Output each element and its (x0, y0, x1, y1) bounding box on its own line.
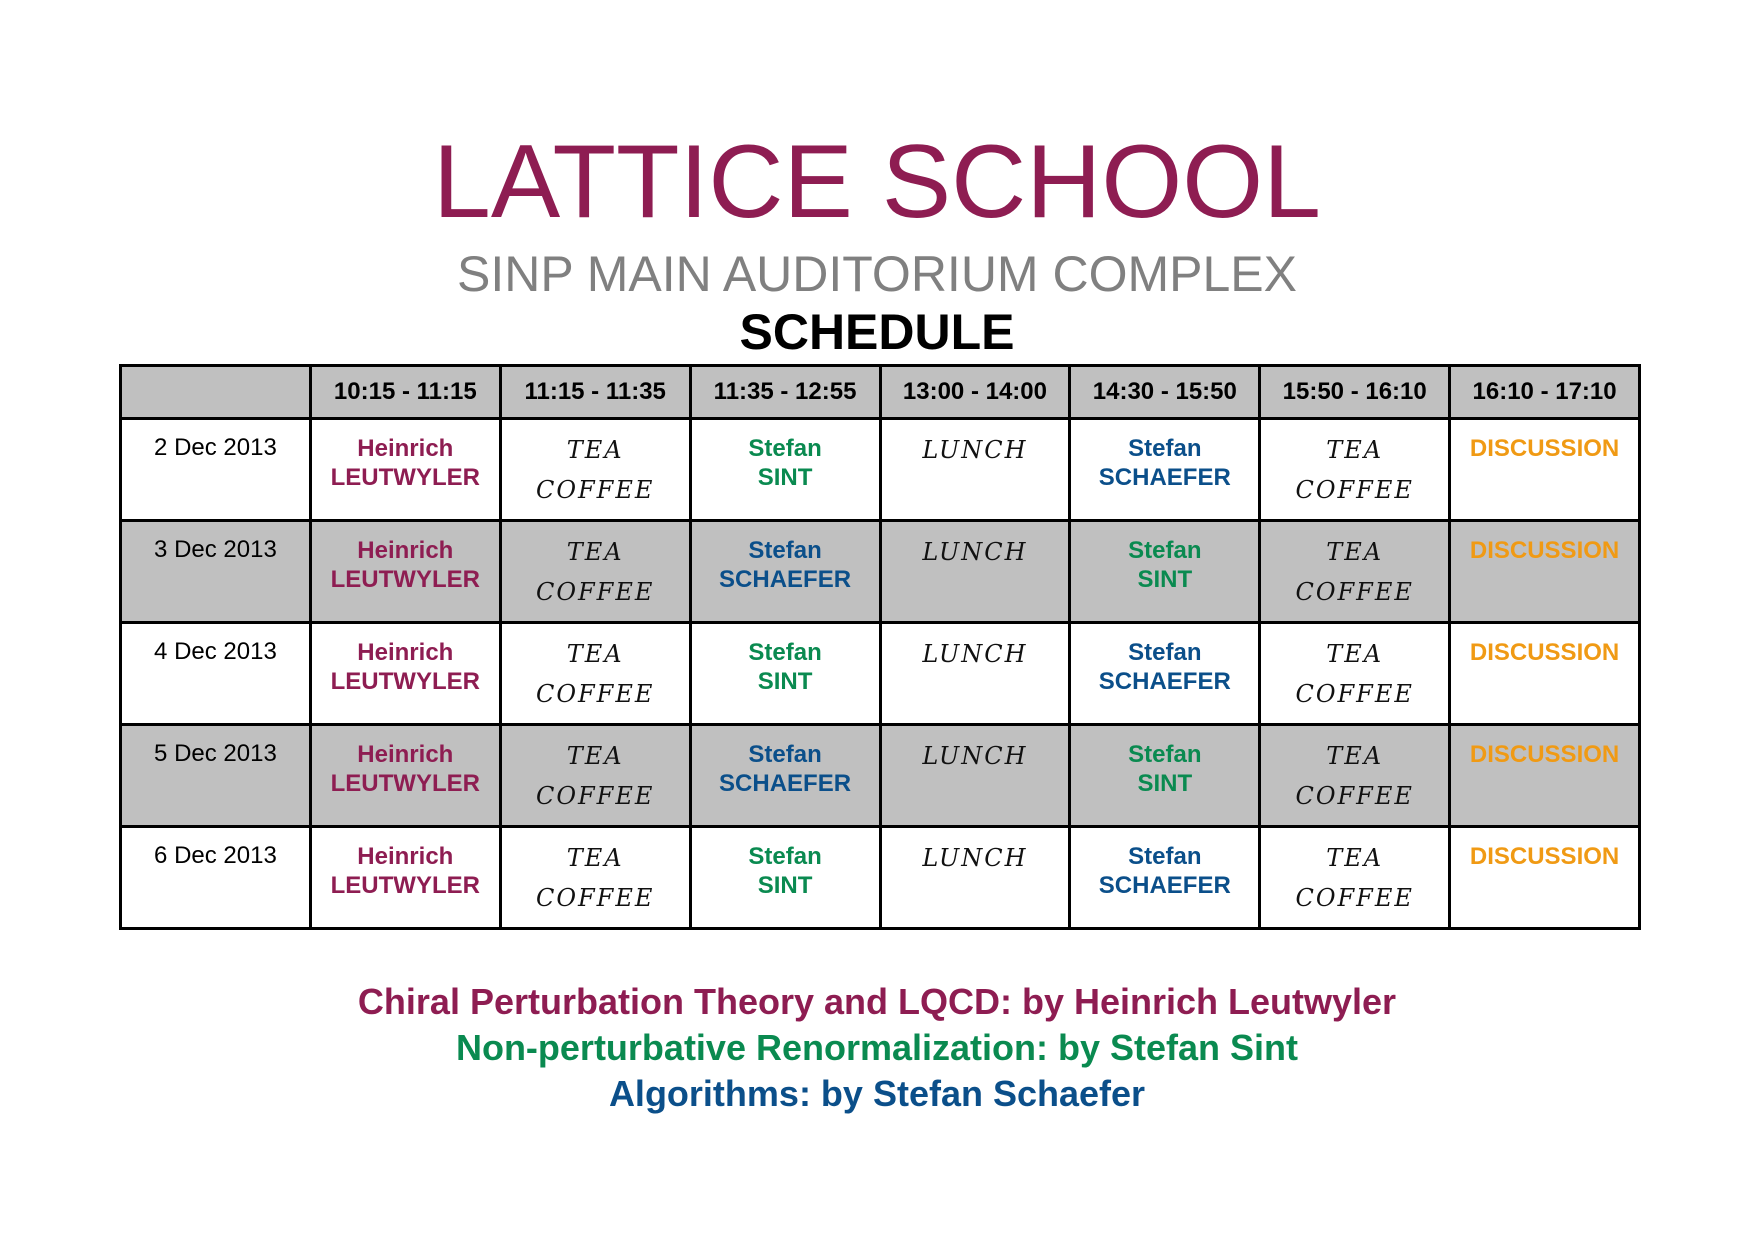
speaker-first-name: Stefan (748, 639, 822, 666)
discussion-label: DISCUSSION (1469, 435, 1620, 462)
lunch-cell (880, 521, 1070, 623)
session-cell (690, 521, 880, 623)
speaker-leutwyler (312, 420, 499, 492)
discussion-label: DISCUSSION (1469, 639, 1620, 666)
lunch-label: LUNCH (922, 436, 1028, 464)
session-cell (690, 623, 880, 725)
date-cell (121, 623, 311, 725)
session-cell (1070, 521, 1260, 623)
tea-coffee-break (1261, 624, 1448, 708)
tea-label: TEA (566, 742, 624, 770)
tea-label: TEA (566, 844, 624, 872)
page-title: LATTICE SCHOOL (432, 124, 1321, 240)
time-slot-header: 11:35 - 12:55 (690, 366, 880, 419)
coffee-label: COFFEE (535, 578, 655, 606)
coffee-label: COFFEE (1295, 680, 1414, 708)
schedule-row (121, 725, 1640, 827)
header-corner (121, 366, 311, 419)
tea-coffee-cell (500, 521, 690, 623)
speaker-last-name: SCHAEFER (1098, 872, 1231, 899)
lunch-cell (880, 827, 1070, 929)
tea-label: TEA (1326, 640, 1384, 668)
session-cell (310, 521, 500, 623)
tea-coffee-break (502, 828, 689, 912)
coffee-label: COFFEE (535, 476, 655, 504)
tea-coffee-cell (500, 419, 690, 521)
date-label: 2 Dec 2013 (154, 434, 277, 461)
speaker-first-name: Stefan (748, 537, 822, 564)
tea-label: TEA (566, 640, 624, 668)
speaker-last-name: LEUTWYLER (330, 464, 480, 491)
speaker-last-name: LEUTWYLER (330, 566, 480, 593)
date-label: 5 Dec 2013 (154, 740, 277, 767)
discussion-cell (1450, 521, 1640, 623)
schedule-table (119, 364, 1641, 930)
time-slot-header: 11:15 - 11:35 (500, 366, 690, 419)
discussion-label: DISCUSSION (1469, 741, 1620, 768)
time-slot-header: 14:30 - 15:50 (1070, 366, 1260, 419)
discussion-cell (1450, 725, 1640, 827)
date-label: 3 Dec 2013 (154, 536, 277, 563)
discussion-cell (1450, 623, 1640, 725)
date-label: 4 Dec 2013 (154, 638, 277, 665)
course-leutwyler: Chiral Perturbation Theory and LQCD: by Heinrich Leutwyler (357, 981, 1397, 1022)
speaker-first-name: Heinrich (357, 741, 454, 768)
lunch-cell (880, 725, 1070, 827)
lunch-cell (880, 623, 1070, 725)
schedule-body (121, 419, 1640, 929)
time-slot-header: 10:15 - 11:15 (310, 366, 500, 419)
speaker-last-name: SCHAEFER (719, 566, 852, 593)
schedule-row (121, 521, 1640, 623)
session-cell (1070, 725, 1260, 827)
tea-coffee-break (502, 726, 689, 810)
session-cell (310, 419, 500, 521)
lunch-cell (880, 419, 1070, 521)
lunch-label: LUNCH (922, 742, 1028, 770)
speaker-leutwyler (312, 726, 499, 798)
session-cell (1070, 623, 1260, 725)
speaker-last-name: SCHAEFER (1098, 464, 1231, 491)
tea-coffee-break (1261, 726, 1448, 810)
speaker-sint (692, 828, 879, 900)
tea-coffee-break (502, 624, 689, 708)
date-label: 6 Dec 2013 (154, 842, 277, 869)
time-slot-header: 15:50 - 16:10 (1260, 366, 1450, 419)
speaker-sint (1071, 726, 1258, 798)
lunch-label: LUNCH (922, 844, 1028, 872)
speaker-first-name: Stefan (748, 435, 822, 462)
discussion-label: DISCUSSION (1469, 537, 1620, 564)
time-slot-header: 16:10 - 17:10 (1450, 366, 1640, 419)
speaker-first-name: Heinrich (357, 639, 454, 666)
coffee-label: COFFEE (535, 884, 655, 912)
speaker-first-name: Stefan (748, 843, 822, 870)
schedule-row (121, 827, 1640, 929)
tea-label: TEA (566, 538, 624, 566)
date-cell (121, 419, 311, 521)
tea-coffee-cell (500, 827, 690, 929)
tea-coffee-break (1261, 420, 1448, 504)
speaker-last-name: LEUTWYLER (330, 770, 480, 797)
session-cell (690, 725, 880, 827)
coffee-label: COFFEE (1295, 578, 1414, 606)
speaker-schaefer (1071, 420, 1258, 492)
speaker-last-name: SINT (757, 872, 813, 899)
coffee-label: COFFEE (1295, 782, 1414, 810)
date-cell (121, 827, 311, 929)
tea-coffee-break (502, 522, 689, 606)
schedule-row (121, 419, 1640, 521)
discussion-cell (1450, 419, 1640, 521)
speaker-first-name: Stefan (748, 741, 822, 768)
speaker-first-name: Stefan (1128, 435, 1202, 462)
speaker-schaefer (692, 726, 879, 798)
speaker-sint (692, 420, 879, 492)
session-cell (690, 827, 880, 929)
speaker-first-name: Heinrich (357, 843, 454, 870)
tea-coffee-break (1261, 522, 1448, 606)
coffee-label: COFFEE (1295, 476, 1414, 504)
coffee-label: COFFEE (535, 680, 655, 708)
session-cell (1070, 827, 1260, 929)
tea-coffee-cell (1260, 521, 1450, 623)
speaker-schaefer (1071, 624, 1258, 696)
speaker-last-name: SINT (757, 464, 813, 491)
tea-label: TEA (1326, 436, 1384, 464)
speaker-last-name: SINT (1137, 566, 1193, 593)
schedule-row (121, 623, 1640, 725)
session-cell (310, 827, 500, 929)
tea-coffee-cell (1260, 419, 1450, 521)
date-cell (121, 521, 311, 623)
lunch-label: LUNCH (922, 640, 1028, 668)
course-schaefer: Algorithms: by Stefan Schaefer (608, 1073, 1146, 1114)
speaker-sint (1071, 522, 1258, 594)
discussion-cell (1450, 827, 1640, 929)
course-sint: Non-perturbative Renormalization: by Stefan Sint (455, 1027, 1299, 1068)
tea-coffee-cell (1260, 827, 1450, 929)
speaker-schaefer (1071, 828, 1258, 900)
tea-coffee-cell (1260, 725, 1450, 827)
speaker-sint (692, 624, 879, 696)
speaker-last-name: LEUTWYLER (330, 668, 480, 695)
speaker-schaefer (692, 522, 879, 594)
lunch-label: LUNCH (922, 538, 1028, 566)
session-cell (690, 419, 880, 521)
tea-label: TEA (1326, 538, 1384, 566)
speaker-leutwyler (312, 624, 499, 696)
session-cell (310, 623, 500, 725)
speaker-first-name: Stefan (1128, 741, 1202, 768)
speaker-first-name: Stefan (1128, 537, 1202, 564)
time-slot-header: 13:00 - 14:00 (880, 366, 1070, 419)
session-cell (1070, 419, 1260, 521)
speaker-first-name: Heinrich (357, 537, 454, 564)
speaker-first-name: Stefan (1128, 843, 1202, 870)
tea-coffee-cell (500, 623, 690, 725)
speaker-last-name: SINT (1137, 770, 1193, 797)
tea-coffee-cell (1260, 623, 1450, 725)
speaker-first-name: Heinrich (357, 435, 454, 462)
date-cell (121, 725, 311, 827)
speaker-last-name: SINT (757, 668, 813, 695)
coffee-label: COFFEE (535, 782, 655, 810)
discussion-label: DISCUSSION (1469, 843, 1620, 870)
tea-label: TEA (566, 436, 624, 464)
tea-coffee-break (502, 420, 689, 504)
speaker-last-name: LEUTWYLER (330, 872, 480, 899)
speaker-last-name: SCHAEFER (1098, 668, 1231, 695)
session-cell (310, 725, 500, 827)
speaker-leutwyler (312, 828, 499, 900)
speaker-first-name: Stefan (1128, 639, 1202, 666)
tea-coffee-break (1261, 828, 1448, 912)
tea-label: TEA (1326, 742, 1384, 770)
schedule-heading: SCHEDULE (739, 304, 1015, 360)
coffee-label: COFFEE (1295, 884, 1414, 912)
tea-label: TEA (1326, 844, 1384, 872)
speaker-leutwyler (312, 522, 499, 594)
header-row (121, 366, 1640, 419)
tea-coffee-cell (500, 725, 690, 827)
speaker-last-name: SCHAEFER (719, 770, 852, 797)
venue-subtitle: SINP MAIN AUDITORIUM COMPLEX (457, 246, 1297, 302)
